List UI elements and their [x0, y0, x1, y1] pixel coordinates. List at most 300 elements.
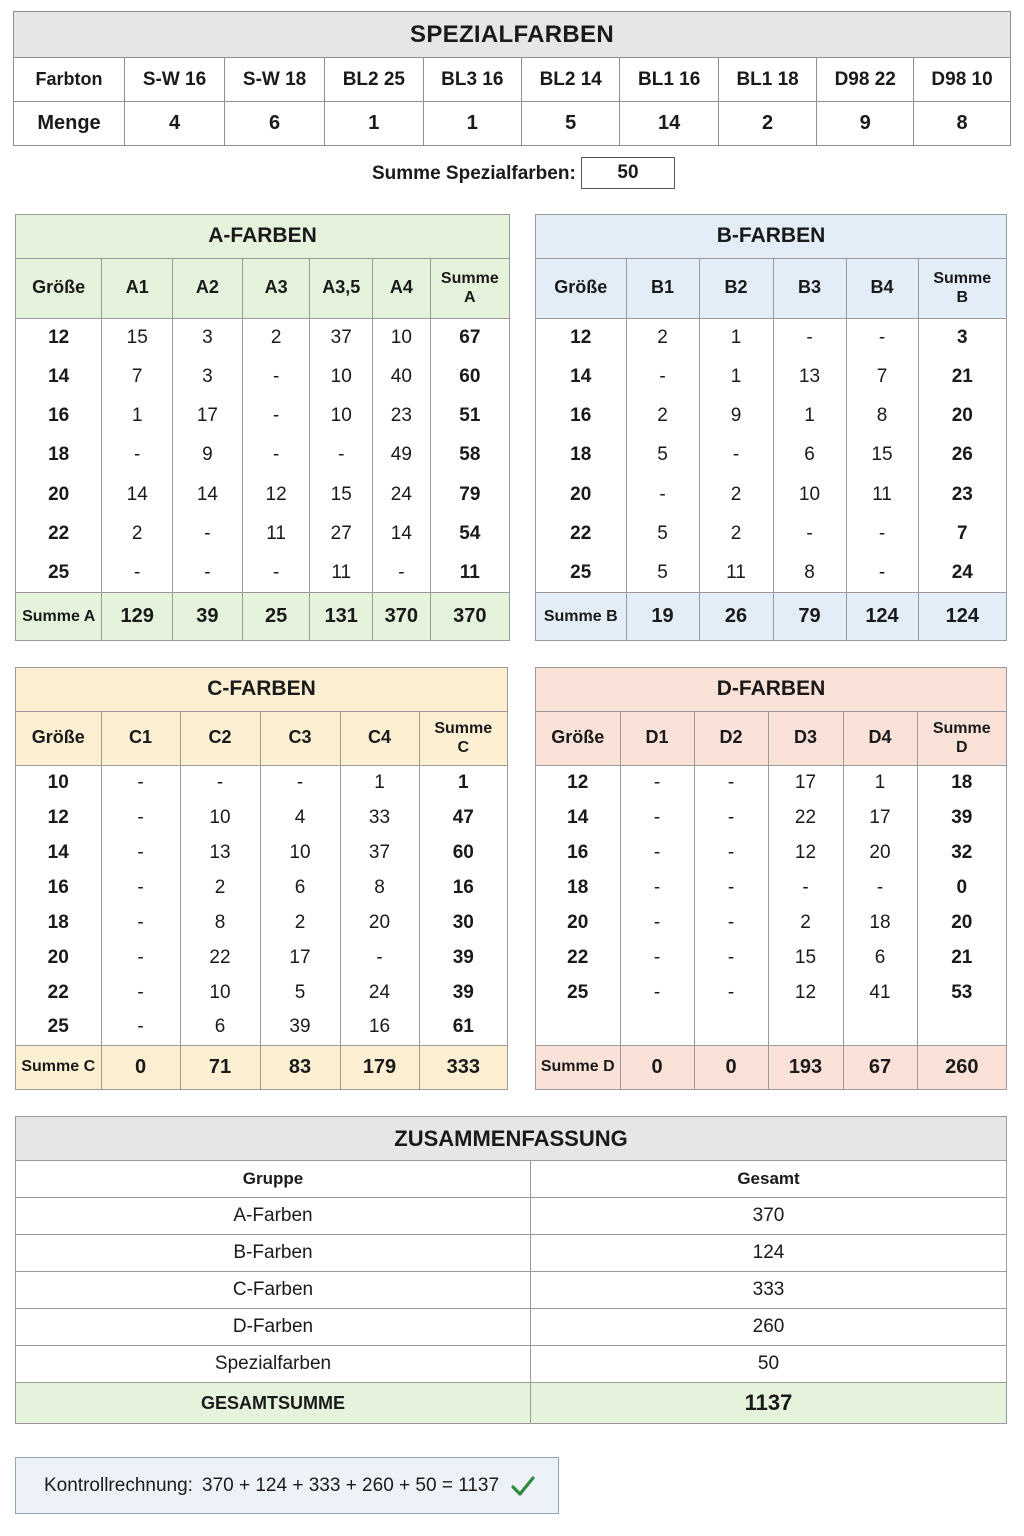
value-cell: -	[694, 835, 768, 870]
row-sum-cell: 30	[452, 911, 474, 933]
value-cell: -	[620, 905, 694, 940]
column-sum-cell: 67	[843, 1045, 917, 1089]
d-farben-table	[535, 667, 1007, 1090]
zusammenfassung-table	[15, 1116, 1007, 1424]
footer-label: Summe B	[536, 593, 626, 640]
value-cell: 6	[260, 870, 340, 905]
table-row	[536, 800, 1006, 835]
value-cell: -	[620, 940, 694, 975]
summary-row	[16, 1272, 1007, 1309]
value-cell: 2	[242, 318, 310, 357]
table-row	[536, 765, 1006, 800]
size-cell: 20	[16, 475, 102, 514]
value-cell: 12	[768, 835, 843, 870]
value-cell: 2	[626, 397, 699, 436]
value-cell: -	[310, 436, 373, 475]
row-sum-cell: 39	[951, 806, 973, 828]
row-sum-cell: 1	[457, 771, 469, 793]
value-cell: 1	[102, 397, 173, 436]
value-cell: 10	[773, 475, 846, 514]
group-title: C-FARBEN	[16, 668, 507, 711]
row-sum-cell: 47	[452, 806, 474, 828]
farbton-cell: S-W 18	[225, 58, 325, 102]
column-header-c3: C3	[260, 711, 340, 765]
value-cell: -	[620, 975, 694, 1010]
row-sum-cell: 60	[452, 841, 474, 863]
size-cell: 22	[536, 514, 626, 553]
c-farben-table	[15, 667, 508, 1090]
menge-cell: 8	[914, 102, 1011, 146]
size-cell: 18	[16, 436, 102, 475]
value-cell: 8	[180, 905, 260, 940]
column-sum-cell: 124	[846, 593, 918, 640]
value-cell: 1	[340, 765, 419, 800]
value-cell: -	[260, 765, 340, 800]
value-cell: 10	[373, 318, 431, 357]
value-cell: -	[846, 554, 918, 593]
size-cell: 14	[16, 357, 102, 396]
value-cell: -	[620, 765, 694, 800]
value-cell: -	[101, 975, 180, 1010]
size-cell: 22	[536, 940, 620, 975]
value-cell	[843, 1010, 917, 1045]
group-title: D-FARBEN	[536, 668, 1006, 711]
column-sum-cell: 179	[340, 1045, 419, 1089]
a-farben-table	[15, 214, 510, 641]
spezialfarben-summe	[340, 157, 680, 189]
column-sum-cell: 124	[918, 593, 1006, 640]
summary-gesamt: 124	[531, 1235, 1007, 1272]
farbton-cell: BL2 25	[325, 58, 423, 102]
column-header-c4: C4	[340, 711, 419, 765]
column-header-b3: B3	[773, 258, 846, 318]
value-cell: -	[846, 318, 918, 357]
value-cell: -	[101, 1010, 180, 1045]
summary-row	[16, 1198, 1007, 1235]
value-cell: 15	[846, 436, 918, 475]
size-cell: 12	[16, 800, 101, 835]
value-cell: -	[620, 870, 694, 905]
table-row	[16, 397, 509, 436]
value-cell: 15	[768, 940, 843, 975]
value-cell: 22	[180, 940, 260, 975]
value-cell: 12	[768, 975, 843, 1010]
table-row	[536, 436, 1006, 475]
value-cell: 13	[180, 835, 260, 870]
column-sum-cell: 0	[620, 1045, 694, 1089]
value-cell: 9	[173, 436, 243, 475]
size-cell: 16	[16, 870, 101, 905]
value-cell: 6	[773, 436, 846, 475]
table-row	[536, 318, 1006, 357]
value-cell: 2	[699, 475, 773, 514]
group-title: A-FARBEN	[16, 215, 509, 258]
value-cell: 20	[843, 835, 917, 870]
value-cell	[768, 1010, 843, 1045]
size-cell: 25	[536, 554, 626, 593]
column-header-gesamt: Gesamt	[531, 1161, 1007, 1198]
size-cell: 18	[536, 870, 620, 905]
value-cell: 24	[373, 475, 431, 514]
table-row	[16, 870, 507, 905]
group-grid	[16, 215, 509, 640]
value-cell: 3	[173, 357, 243, 396]
value-cell: -	[694, 870, 768, 905]
checkmark-icon	[511, 1475, 535, 1502]
table-row	[16, 514, 509, 553]
value-cell: 10	[310, 357, 373, 396]
zusammenfassung-title: ZUSAMMENFASSUNG	[16, 1117, 1007, 1161]
value-cell: 11	[846, 475, 918, 514]
table-row	[536, 514, 1006, 553]
value-cell: 10	[310, 397, 373, 436]
menge-cell: 6	[225, 102, 325, 146]
size-cell: 14	[536, 800, 620, 835]
value-cell: 10	[180, 800, 260, 835]
column-header-a4: A4	[373, 258, 431, 318]
value-cell: -	[694, 940, 768, 975]
value-cell: -	[694, 765, 768, 800]
table-row	[16, 800, 507, 835]
value-cell: 1	[699, 357, 773, 396]
value-cell: 14	[102, 475, 173, 514]
size-cell: 25	[16, 554, 102, 593]
column-header-groesse: Größe	[16, 258, 102, 318]
row-sum-cell: 16	[452, 876, 474, 898]
value-cell: 2	[180, 870, 260, 905]
value-cell: -	[101, 870, 180, 905]
footer-label: Summe A	[16, 593, 102, 640]
column-header-summe: Summe B	[918, 258, 1006, 318]
menge-cell: 14	[620, 102, 718, 146]
size-cell: 25	[536, 975, 620, 1010]
value-cell: -	[242, 436, 310, 475]
spezialfarben-title: SPEZIALFARBEN	[14, 12, 1011, 58]
value-cell: 41	[843, 975, 917, 1010]
summary-row	[16, 1309, 1007, 1346]
value-cell: 49	[373, 436, 431, 475]
menge-cell: 1	[423, 102, 521, 146]
value-cell: -	[101, 835, 180, 870]
table-row	[16, 318, 509, 357]
value-cell: 17	[173, 397, 243, 436]
row-sum-cell: 18	[951, 771, 973, 793]
table-row	[536, 397, 1006, 436]
value-cell: -	[626, 475, 699, 514]
column-sum-cell: 370	[373, 593, 431, 640]
value-cell: -	[340, 940, 419, 975]
value-cell: 5	[626, 514, 699, 553]
value-cell: 10	[180, 975, 260, 1010]
table-row	[16, 975, 507, 1010]
size-cell: 16	[536, 397, 626, 436]
value-cell: 24	[340, 975, 419, 1010]
column-header-a2: A2	[173, 258, 243, 318]
column-header-a3-5: A3,5	[310, 258, 373, 318]
menge-cell: 2	[718, 102, 816, 146]
column-sum-cell: 0	[694, 1045, 768, 1089]
value-cell: 17	[260, 940, 340, 975]
value-cell: -	[242, 554, 310, 593]
value-cell: -	[694, 975, 768, 1010]
value-cell: 16	[340, 1010, 419, 1045]
value-cell: -	[694, 905, 768, 940]
row-sum-cell: 21	[951, 946, 973, 968]
value-cell: 5	[626, 554, 699, 593]
value-cell: -	[101, 905, 180, 940]
row-sum-cell: 20	[951, 405, 973, 427]
column-sum-cell: 25	[242, 593, 310, 640]
summary-gruppe: D-Farben	[16, 1309, 531, 1346]
value-cell: -	[102, 554, 173, 593]
summary-row	[16, 1346, 1007, 1383]
column-sum-cell: 19	[626, 593, 699, 640]
value-cell: 23	[373, 397, 431, 436]
value-cell: -	[699, 436, 773, 475]
table-row	[16, 835, 507, 870]
row-sum-cell: 7	[956, 523, 968, 545]
row-sum-cell: 51	[459, 405, 481, 427]
value-cell: 11	[310, 554, 373, 593]
value-cell: -	[101, 940, 180, 975]
column-sum-cell: 26	[699, 593, 773, 640]
kontrollrechnung-label: Kontrollrechnung:	[44, 1475, 193, 1496]
table-row	[536, 870, 1006, 905]
table-row	[536, 357, 1006, 396]
size-cell: 22	[16, 514, 102, 553]
table-row	[16, 436, 509, 475]
value-cell: 18	[843, 905, 917, 940]
table-row	[536, 905, 1006, 940]
menge-cell: 1	[325, 102, 423, 146]
column-header-d1: D1	[620, 711, 694, 765]
column-sum-cell: 370	[430, 593, 509, 640]
value-cell: 11	[242, 514, 310, 553]
menge-label: Menge	[14, 102, 125, 146]
column-header-groesse: Größe	[536, 258, 626, 318]
gesamtsumme-row	[16, 1383, 1007, 1424]
value-cell: 14	[373, 514, 431, 553]
b-farben-table	[535, 214, 1007, 641]
value-cell: 12	[242, 475, 310, 514]
value-cell: -	[626, 357, 699, 396]
column-header-summe: Summe D	[917, 711, 1006, 765]
column-sum-cell: 129	[102, 593, 173, 640]
value-cell: 6	[843, 940, 917, 975]
group-grid	[16, 668, 507, 1089]
row-sum-cell: 60	[459, 365, 481, 387]
value-cell: 15	[310, 475, 373, 514]
value-cell	[694, 1010, 768, 1045]
value-cell: 17	[843, 800, 917, 835]
size-cell: 18	[16, 905, 101, 940]
value-cell: 8	[340, 870, 419, 905]
row-sum-cell: 39	[452, 946, 474, 968]
group-grid	[536, 215, 1006, 640]
value-cell: 1	[699, 318, 773, 357]
row-sum-cell: 39	[452, 981, 474, 1003]
size-cell	[536, 1010, 620, 1045]
table-row	[16, 357, 509, 396]
table-row	[16, 1010, 507, 1045]
row-sum-cell: 24	[951, 562, 973, 584]
menge-cell: 4	[125, 102, 225, 146]
value-cell: -	[101, 800, 180, 835]
size-cell: 14	[536, 357, 626, 396]
value-cell: 3	[173, 318, 243, 357]
footer-label: Summe C	[16, 1045, 101, 1089]
column-header-summe: Summe A	[430, 258, 509, 318]
value-cell: 1	[773, 397, 846, 436]
summary-gruppe: A-Farben	[16, 1198, 531, 1235]
value-cell: -	[242, 357, 310, 396]
table-row	[16, 554, 509, 593]
value-cell: -	[843, 870, 917, 905]
farbton-cell: BL3 16	[423, 58, 521, 102]
group-title: B-FARBEN	[536, 215, 1006, 258]
summary-gruppe: Spezialfarben	[16, 1346, 531, 1383]
value-cell: -	[773, 514, 846, 553]
value-cell: -	[373, 554, 431, 593]
column-header-d4: D4	[843, 711, 917, 765]
summary-gesamt: 333	[531, 1272, 1007, 1309]
size-cell: 18	[536, 436, 626, 475]
summary-gesamt: 260	[531, 1309, 1007, 1346]
size-cell: 22	[16, 975, 101, 1010]
value-cell: -	[173, 554, 243, 593]
row-sum-cell: 11	[459, 562, 480, 584]
size-cell: 12	[536, 318, 626, 357]
value-cell: 37	[340, 835, 419, 870]
value-cell: -	[846, 514, 918, 553]
column-header-b1: B1	[626, 258, 699, 318]
column-sum-cell: 193	[768, 1045, 843, 1089]
value-cell: -	[242, 397, 310, 436]
column-sum-cell: 0	[101, 1045, 180, 1089]
table-row	[536, 475, 1006, 514]
value-cell: 8	[846, 397, 918, 436]
row-sum-cell: 3	[956, 326, 968, 348]
footer-label: Summe D	[536, 1045, 620, 1089]
spezialfarben-table	[13, 11, 1011, 146]
value-cell: 17	[768, 765, 843, 800]
spezialfarben-summe-label: Summe Spezialfarben:	[372, 163, 576, 184]
table-row	[16, 905, 507, 940]
size-cell: 12	[536, 765, 620, 800]
row-sum-cell: 23	[951, 483, 973, 505]
table-row	[536, 554, 1006, 593]
summary-gruppe: C-Farben	[16, 1272, 531, 1309]
value-cell: 10	[260, 835, 340, 870]
table-row	[536, 975, 1006, 1010]
row-sum-cell: 54	[459, 523, 481, 545]
row-sum-cell: 58	[459, 444, 481, 466]
value-cell: 5	[260, 975, 340, 1010]
table-row	[536, 940, 1006, 975]
size-cell: 14	[16, 835, 101, 870]
size-cell: 12	[16, 318, 102, 357]
column-sum-cell: 333	[419, 1045, 507, 1089]
column-header-a1: A1	[102, 258, 173, 318]
value-cell: 20	[340, 905, 419, 940]
row-sum-cell: 26	[951, 444, 973, 466]
farbton-cell: BL2 14	[522, 58, 620, 102]
value-cell: 11	[699, 554, 773, 593]
farbton-cell: D98 22	[817, 58, 914, 102]
value-cell: -	[694, 800, 768, 835]
row-sum-cell: 0	[956, 876, 968, 898]
value-cell: 2	[102, 514, 173, 553]
row-sum-cell: 61	[452, 1016, 474, 1038]
summary-gesamt: 370	[531, 1198, 1007, 1235]
value-cell: 2	[699, 514, 773, 553]
column-header-summe: Summe C	[419, 711, 507, 765]
farbton-cell: BL1 16	[620, 58, 718, 102]
column-sum-cell: 131	[310, 593, 373, 640]
size-cell: 20	[536, 905, 620, 940]
value-cell: 4	[260, 800, 340, 835]
table-row	[16, 765, 507, 800]
column-header-a3: A3	[242, 258, 310, 318]
value-cell: 7	[846, 357, 918, 396]
farbton-cell: S-W 16	[125, 58, 225, 102]
size-cell: 16	[16, 397, 102, 436]
size-cell: 25	[16, 1010, 101, 1045]
table-row	[16, 940, 507, 975]
column-sum-cell: 260	[917, 1045, 1006, 1089]
value-cell: 2	[260, 905, 340, 940]
farbton-label: Farbton	[14, 58, 125, 102]
table-row	[536, 1010, 1006, 1045]
value-cell: -	[773, 318, 846, 357]
value-cell: 1	[843, 765, 917, 800]
value-cell: 5	[626, 436, 699, 475]
value-cell: -	[101, 765, 180, 800]
value-cell: 9	[699, 397, 773, 436]
column-sum-cell: 83	[260, 1045, 340, 1089]
value-cell: -	[102, 436, 173, 475]
column-header-b4: B4	[846, 258, 918, 318]
summary-row	[16, 1235, 1007, 1272]
column-header-groesse: Größe	[536, 711, 620, 765]
farbton-cell: D98 10	[914, 58, 1011, 102]
value-cell: 40	[373, 357, 431, 396]
column-sum-cell: 79	[773, 593, 846, 640]
value-cell: 37	[310, 318, 373, 357]
column-header-c1: C1	[101, 711, 180, 765]
value-cell: 13	[773, 357, 846, 396]
row-sum-cell: 21	[951, 365, 973, 387]
row-sum-cell: 79	[459, 483, 481, 505]
menge-cell: 5	[522, 102, 620, 146]
summary-gesamt: 50	[531, 1346, 1007, 1383]
value-cell: 2	[626, 318, 699, 357]
table-row	[16, 475, 509, 514]
value-cell: -	[768, 870, 843, 905]
column-header-gruppe: Gruppe	[16, 1161, 531, 1198]
value-cell: 6	[180, 1010, 260, 1045]
value-cell: -	[180, 765, 260, 800]
value-cell: 7	[102, 357, 173, 396]
kontrollrechnung-box	[15, 1457, 559, 1514]
value-cell: 2	[768, 905, 843, 940]
row-sum-cell: 53	[951, 981, 973, 1003]
value-cell: 39	[260, 1010, 340, 1045]
farbton-cell: BL1 18	[718, 58, 816, 102]
summary-gruppe: B-Farben	[16, 1235, 531, 1272]
column-header-c2: C2	[180, 711, 260, 765]
spezialfarben-summe-value: 50	[581, 157, 675, 189]
